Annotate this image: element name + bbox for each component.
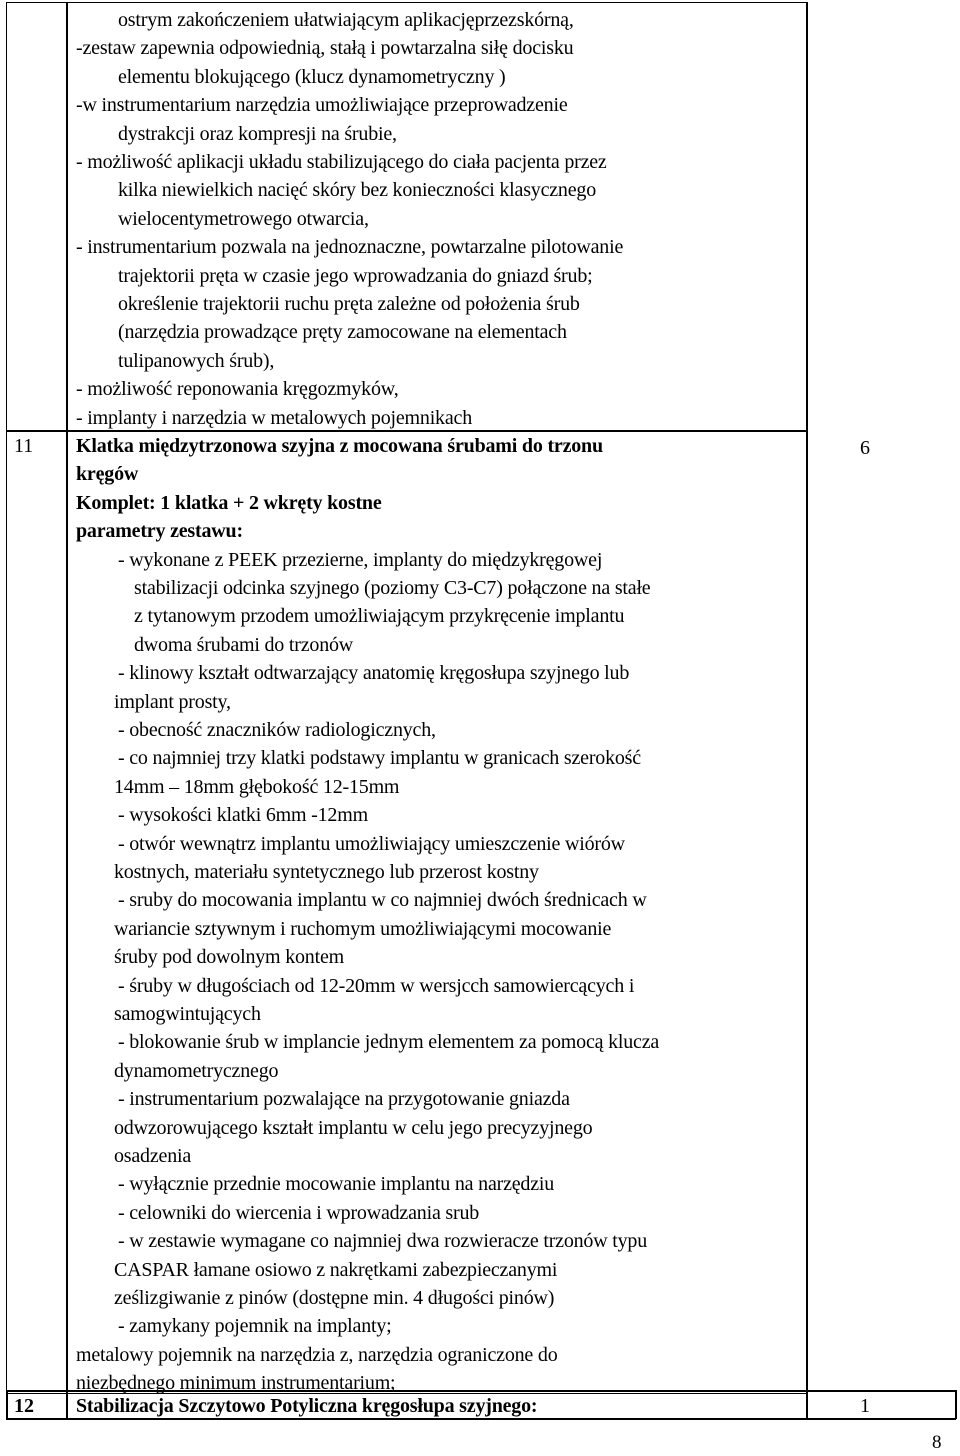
description-line: -w instrumentarium narzędzia umożliwiające przeprowadzenie [76, 94, 568, 117]
row-12-qty: 1 [860, 1395, 870, 1417]
description-line: stabilizacji odcinka szyjnego (poziomy C3-C7) połączone na stałe [134, 577, 651, 599]
description-line: wariancie sztywnym i ruchomym umożliwiającymi mocowanie [114, 917, 612, 940]
description-line: - sruby do mocowania implantu w co najmniej dwóch średnicach w [118, 889, 647, 912]
description-line: wielocentymetrowego otwarcia, [118, 207, 369, 230]
description-line: parametry zestawu: [76, 520, 243, 543]
description-line: - otwór wewnątrz implantu umożliwiający umieszczenie wiórów [118, 832, 625, 855]
table-col-divider-lp-last [66, 1390, 68, 1419]
description-line: (narzędzia prowadzące pręty zamocowane na elementach [118, 321, 567, 344]
description-line: - w zestawie wymagane co najmniej dwa rozwieracze trzonów typu [118, 1230, 648, 1253]
description-line: kilka niewielkich nacięć skóry bez konieczności klasycznego [118, 179, 597, 202]
description-line: CASPAR łamane osiowo z nakrętkami zabezpieczanymi [114, 1258, 558, 1281]
description-line: Stabilizacja Szczytowo Potyliczna kręgosłupa szyjnego: [76, 1395, 538, 1417]
description-line: samogwintujących [114, 1003, 261, 1025]
description-line: określenie trajektorii ruchu pręta zależne od położenia śrub [118, 293, 580, 315]
description-line: - instrumentarium pozwala na jednoznaczne, powtarzalne pilotowanie [76, 236, 624, 259]
row-10-description [76, 6, 804, 430]
description-line: ześlizgiwanie z pinów (dostępne min. 4 długości pinów) [114, 1287, 555, 1309]
table-col-divider-qty-last [806, 1390, 808, 1419]
description-line: - zamykany pojemnik na implanty; [118, 1315, 392, 1338]
description-line: - możliwość aplikacji układu stabilizującego do ciała pacjenta przez [76, 151, 607, 173]
row-11-lp: 11 [14, 435, 34, 457]
table-bottom-ext [806, 1418, 956, 1420]
description-line: odwzorowującego kształt implantu w celu jego precyzyjnego [114, 1116, 593, 1139]
row-11-qty: 6 [860, 437, 870, 459]
description-line: - instrumentarium pozwalające na przygotowanie gniazda [118, 1088, 570, 1111]
table-col-divider-qty [806, 2, 808, 1394]
description-line: - możliwość reponowania kręgozmyków, [76, 378, 399, 401]
description-line: dynamometrycznego [114, 1059, 279, 1082]
table-left-border-last [6, 1390, 8, 1419]
description-line: 14mm – 18mm głębokość 12-15mm [114, 775, 400, 798]
description-line: dwoma śrubami do trzonów [134, 633, 354, 656]
description-line: dystrakcji oraz kompresji na śrubie, [118, 122, 397, 145]
table-right-border-last [955, 1390, 957, 1419]
description-line: - co najmniej trzy klatki podstawy implantu w granicach szerokość [118, 747, 641, 770]
description-line: - klinowy kształt odtwarzający anatomię kręgosłupa szyjnego lub [118, 662, 630, 685]
row-12-lp: 12 [14, 1395, 34, 1417]
description-line: Komplet: 1 klatka + 2 wkręty kostne [76, 491, 382, 514]
row-12-description [76, 1392, 804, 1418]
description-line: implant prosty, [114, 690, 231, 713]
description-line: - śruby w długościach od 12-20mm w wersjcch samowiercących i [118, 974, 635, 997]
description-line: - wykonane z PEEK przezierne, implanty do międzykręgowej [118, 548, 603, 571]
page-number: 8 [932, 1432, 942, 1453]
description-line: śruby pod dowolnym kontem [114, 946, 344, 969]
description-line: ostrym zakończeniem ułatwiającym aplikacjęprzezskórną, [118, 9, 574, 31]
description-line: tulipanowych śrub), [118, 349, 275, 372]
description-line: kostnych, materiału syntetycznego lub przerost kostny [114, 861, 539, 883]
table-col-divider-lp [66, 2, 68, 1394]
description-line: z tytanowym przodem umożliwiającym przykręcenie implantu [134, 605, 625, 628]
description-line: Klatka międzytrzonowa szyjna z mocowana śrubami do trzonu [76, 435, 603, 457]
description-line: elementu blokującego (klucz dynamometryczny ) [118, 65, 506, 88]
description-line: niezbędnego minimum instrumentarium; [76, 1372, 396, 1395]
description-line: kręgów [76, 463, 139, 486]
description-line: - implanty i narzędzia w metalowych pojemnikach [76, 406, 473, 429]
description-line: -zestaw zapewnia odpowiednią, stałą i powtarzalna siłę docisku [76, 37, 574, 60]
description-line: - obecność znaczników radiologicznych, [118, 719, 436, 741]
table-row-divider-12-ext [806, 1390, 956, 1392]
description-line: - celowniki do wiercenia i wprowadzania srub [118, 1201, 480, 1224]
description-line: - wyłącznie przednie mocowanie implantu na narzędziu [118, 1173, 555, 1196]
description-line: trajektorii pręta w czasie jego wprowadzania do gniazd śrub; [118, 264, 593, 287]
description-line: - wysokości klatki 6mm -12mm [118, 804, 368, 827]
description-line: osadzenia [114, 1145, 192, 1167]
description-line: metalowy pojemnik na narzędzia z, narzędzia ograniczone do [76, 1343, 558, 1366]
row-11-description [76, 432, 804, 1395]
description-line: - blokowanie śrub w implancie jednym elementem za pomocą klucza [118, 1031, 660, 1054]
